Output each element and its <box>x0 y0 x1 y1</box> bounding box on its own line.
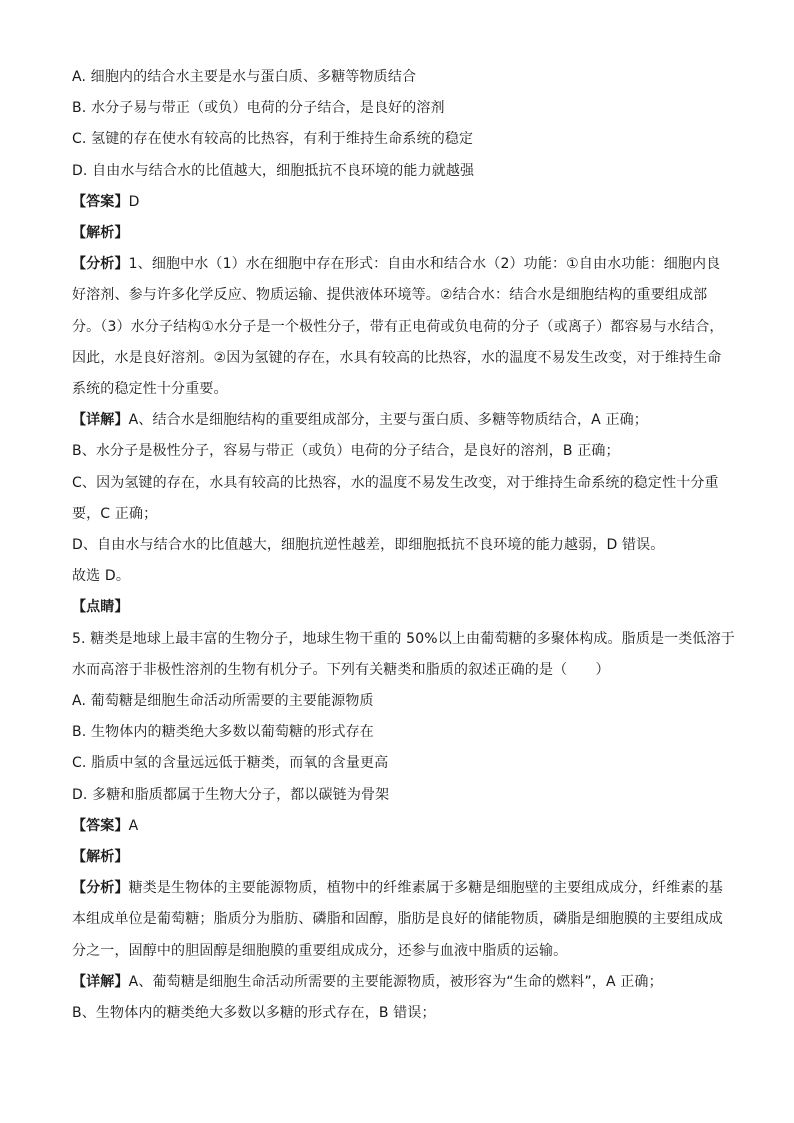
q4-conclusion: 故选 D。 <box>72 568 130 585</box>
detail-tag: 【详解】 <box>72 973 129 990</box>
q5-explain-tag: 【解析】 <box>72 849 129 866</box>
q4-option-c: C. 氢键的存在使水有较高的比热容，有利于维持生命系统的稳定 <box>72 131 474 148</box>
q4-detail-line-4: 要，C 正确； <box>72 505 158 522</box>
answer-tag: 【答案】 <box>72 193 129 210</box>
q5-stem-line-1: 5. 糖类是地球上最丰富的生物分子，地球生物干重的 50%以上由葡萄糖的多聚体构成。脂质是一类低溶于 <box>72 630 735 647</box>
q4-detail-line-2: B、水分子是极性分子，容易与带正（或负）电荷的分子结合，是良好的溶剂，B 正确； <box>72 443 620 460</box>
detail-tag: 【详解】 <box>72 412 129 429</box>
q4-detail-line-5: D、自由水与结合水的比值越大，细胞抗逆性越差，即细胞抵抗不良环境的能力越弱，D 错误。 <box>72 537 665 554</box>
q5-option-d: D. 多糖和脂质都属于生物大分子，都以碳链为骨架 <box>72 786 390 803</box>
q4-analysis-line-3: 分。（3）水分子结构①水分子是一个极性分子，带有正电荷或负电荷的分子（或离子）都容易与水结合， <box>72 318 724 335</box>
q5-option-b: B. 生物体内的糖类绝大多数以葡萄糖的形式存在 <box>72 724 374 741</box>
q5-stem-line-2: 水而高溶于非极性溶剂的生物有机分子。下列有关糖类和脂质的叙述正确的是（ ） <box>72 661 610 678</box>
answer-tag: 【答案】 <box>72 817 129 834</box>
analysis-tag: 【分析】 <box>72 880 129 897</box>
q4-option-a: A. 细胞内的结合水主要是水与蛋白质、多糖等物质结合 <box>72 69 417 85</box>
q4-explain-tag: 【解析】 <box>72 225 129 242</box>
analysis-text: 糖类是生物体的主要能源物质，植物中的纤维素属于多糖是细胞壁的主要组成成分，纤维素的基 <box>128 880 723 897</box>
answer-value: D <box>128 193 140 210</box>
q5-analysis-line-1 <box>72 873 722 904</box>
q5-option-c: C. 脂质中氢的含量远远低于糖类，而氧的含量更高 <box>72 755 389 772</box>
analysis-tag: 【分析】 <box>72 256 129 273</box>
q5-option-a: A. 葡萄糖是细胞生命活动所需要的主要能源物质 <box>72 693 374 710</box>
q4-analysis-line-2: 好溶剂、参与许多化学反应、物质运输、提供液体环境等。②结合水：结合水是细胞结构的重要组成部 <box>72 287 708 304</box>
q5-analysis-line-2: 本组成单位是葡萄糖；脂质分为脂肪、磷脂和固醇，脂肪是良好的储能物质，磷脂是细胞膜的主要组成成 <box>72 911 723 928</box>
q5-detail-line-2: B、生物体内的糖类绝大多数以多糖的形式存在，B 错误； <box>72 1005 436 1022</box>
q4-answer <box>72 187 722 218</box>
q4-analysis-line-1 <box>72 249 722 280</box>
q4-option-b: B. 水分子易与带正（或负）电荷的分子结合，是良好的溶剂 <box>72 100 445 117</box>
q4-option-d: D. 自由水与结合水的比值越大，细胞抵抗不良环境的能力就越强 <box>72 162 475 179</box>
detail-text: A、葡萄糖是细胞生命活动所需要的主要能源物质，被形容为“生命的燃料”，A 正确； <box>128 973 663 990</box>
answer-value: A <box>128 817 139 834</box>
document-page <box>72 62 735 1029</box>
q5-answer <box>72 811 722 842</box>
q4-analysis-line-5: 系统的稳定性十分重要。 <box>72 381 228 398</box>
q4-analysis-line-4: 因此，水是良好溶剂。②因为氢键的存在，水具有较高的比热容，水的温度不易发生改变，对于维持生命 <box>72 349 722 366</box>
detail-text: A、结合水是细胞结构的重要组成部分，主要与蛋白质、多糖等物质结合，A 正确； <box>128 412 648 429</box>
q5-detail-line-1 <box>72 967 722 998</box>
analysis-text: 1、细胞中水（1）水在细胞中存在形式：自由水和结合水（2）功能：①自由水功能：细胞内良 <box>128 256 721 273</box>
q4-point-tag: 【点睛】 <box>72 599 129 616</box>
q5-analysis-line-3: 分之一，固醇中的胆固醇是细胞膜的重要组成成分，还参与血液中脂质的运输。 <box>72 942 568 959</box>
q4-detail-line-1 <box>72 405 722 436</box>
q4-detail-line-3: C、因为氢键的存在，水具有较高的比热容，水的温度不易发生改变，对于维持生命系统的稳定性十分重 <box>72 474 719 491</box>
